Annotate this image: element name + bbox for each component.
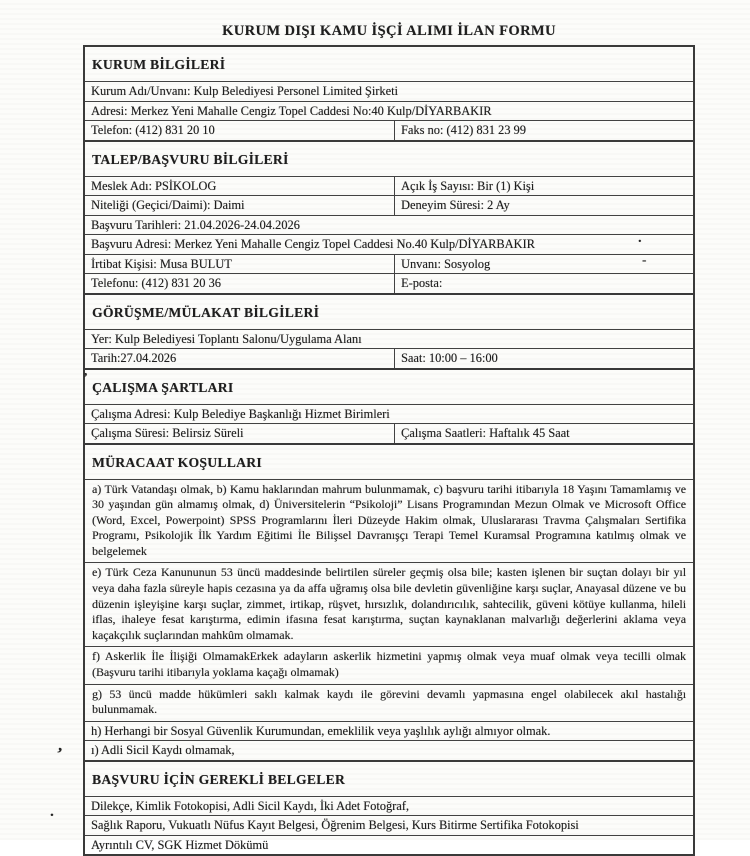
cell-unvani: Unvanı: Sosyolog [401,256,491,271]
row-kurum-adi-unvani: Kurum Adı/Unvanı: Kulp Belediyesi Personel Limited Şirketi [85,81,693,101]
announcement-form-table [83,45,695,856]
cell-calisma-saatleri: Çalışma Saatleri: Haftalık 45 Saat [401,426,570,440]
section-header-gerekli-belgeler: BAŞVURU İÇİN GEREKLİ BELGELER [85,760,693,796]
row-belgeler-3: Ayrıntılı CV, SGK Hizmet Dökümü [85,835,693,855]
row-kosul-h: h) Herhangi bir Sosyal Güvenlik Kurumundan, emeklilik veya yaşlılık aylığı almıyor olmak. [85,721,693,741]
row-basvuru-tarihleri: Başvuru Tarihleri: 21.04.2026-24.04.2026 [85,215,693,235]
row-niteligi-deneyim [85,195,693,215]
row-kosul-e: e) Türk Ceza Kanununun 53 üncü maddesinde belirtilen süreler geçmiş olsa bile; kasten işlenen bir suçtan dolayı bir yıl veya daha fazla süreyle hapis cezasına ya da affa uğramış olsa bile devletin güvenliğine karşı suçlar, Anayasal düzene ve bu düzenin işleyişine karşı suçlar, zimmet, irtikap, rüşvet, hırsızlık, dolandırıcılık, sahtecilik, güveni kötüye kullanma, hileli iflas, ihaleye fesat karıştırma, edimin ifasına fesat karıştırma, suçtan kaynaklanan malvarlığı değerlerini aklama veya kaçakçılık suçlarından mahkûm olmamak. [85,562,693,646]
row-kosul-g: g) 53 üncü madde hükümleri saklı kalmak kaydı ile görevini devamlı yapmasına engel olabilecek akıl hastalığı bulunmamak. [85,684,693,721]
cell-deneyim-suresi: Deneyim Süresi: 2 Ay [401,198,510,212]
scan-artifact: . [50,804,54,820]
row-calisma-suresi-saatleri [85,423,693,443]
cell-niteligi: Niteliği (Geçici/Daimi): Daimi [85,196,395,215]
scan-artifact: - [642,252,647,267]
cell-faks-no: Faks no: (412) 831 23 99 [401,123,526,137]
row-calisma-adresi: Çalışma Adresi: Kulp Belediye Başkanlığı Hizmet Birimleri [85,404,693,424]
row-meslek-acik-is [85,176,693,196]
row-belgeler-2: Sağlık Raporu, Vukuatlı Nüfus Kayıt Belgesi, Öğrenim Belgesi, Kurs Bitirme Sertifika Fotokopisi [85,815,693,835]
row-kosul-i: ı) Adli Sicil Kaydı olmamak, [85,740,693,760]
section-header-talep-basvuru: TALEP/BAŞVURU BİLGİLERİ [85,140,693,176]
row-tarih-saat [85,348,693,368]
scan-artifact: ’ [53,743,65,764]
row-telefonu-eposta [85,273,693,293]
cell-eposta: E-posta: [401,276,443,290]
cell-telefonu: Telefonu: (412) 831 20 36 [85,274,395,293]
section-header-kurum-bilgileri: KURUM BİLGİLERİ [92,57,226,72]
form-title: KURUM DIŞI KAMU İŞÇİ ALIMI İLAN FORMU [222,23,556,39]
row-kosul-a-d: a) Türk Vatandaşı olmak, b) Kamu haklarından mahrum bulunmamak, c) başvuru tarihi itibarıyla 18 Yaşını Tamamlamış ve 30 yaşından gün almamış olmak, d) Üniversitelerin “Psikoloji” Lisans Programından Mezun Olmak ve Microsoft Office (Word, Excel, Powerpoint) SPSS Programlarını İleri Düzeyde Hakim olmak, Uluslararası Travma Çalışmaları Sertifika Programı, Psikolojik İlk Yardım Eğitimi İle Bilişsel Davranışçı Terapi Temel Kuramsal Programına katılmış olmak ve belgelemek [85,479,693,563]
scan-artifact: , [84,363,88,378]
cell-irtibat-kisisi: İrtibat Kişisi: Musa BULUT [85,255,395,274]
cell-saat: Saat: 10:00 – 16:00 [401,351,498,365]
section-header-muracaat-kosullari: MÜRACAAT KOŞULLARI [85,443,693,479]
cell-telefon: Telefon: (412) 831 20 10 [85,121,395,140]
section-header-calisma-sartlari: ÇALIŞMA ŞARTLARI [85,368,693,404]
row-yer: Yer: Kulp Belediyesi Toplantı Salonu/Uygulama Alanı [85,329,693,349]
row-adresi: Adresi: Merkez Yeni Mahalle Cengiz Topel Caddesi No:40 Kulp/DİYARBAKIR [85,101,693,121]
row-belgeler-1: Dilekçe, Kimlik Fotokopisi, Adli Sicil Kaydı, İki Adet Fotoğraf, [85,796,693,816]
row-kosul-f: f) Askerlik İle İlişiği OlmamakErkek adayların askerlik hizmetini yapmış olmak veya muaf olmak veya tecilli olmak (Başvuru tarihi itibarıyla yoklama kaçağı olmamak) [85,646,693,683]
cell-tarih: Tarih:27.04.2026 [85,349,395,368]
row-telefon-faks [85,120,693,140]
row-irtibat-unvani [85,254,693,274]
cell-calisma-suresi: Çalışma Süresi: Belirsiz Süreli [85,424,395,443]
cell-meslek-adi: Meslek Adı: PSİKOLOG [85,177,395,196]
cell-acik-is-sayisi: Açık İş Sayısı: Bir (1) Kişi [401,178,535,193]
scan-artifact: . [638,231,642,246]
row-basvuru-adresi: Başvuru Adresi: Merkez Yeni Mahalle Cengiz Topel Caddesi No.40 Kulp/DİYARBAKIR [85,234,693,254]
section-header-gorusme-mulakat: GÖRÜŞME/MÜLAKAT BİLGİLERİ [85,293,693,329]
